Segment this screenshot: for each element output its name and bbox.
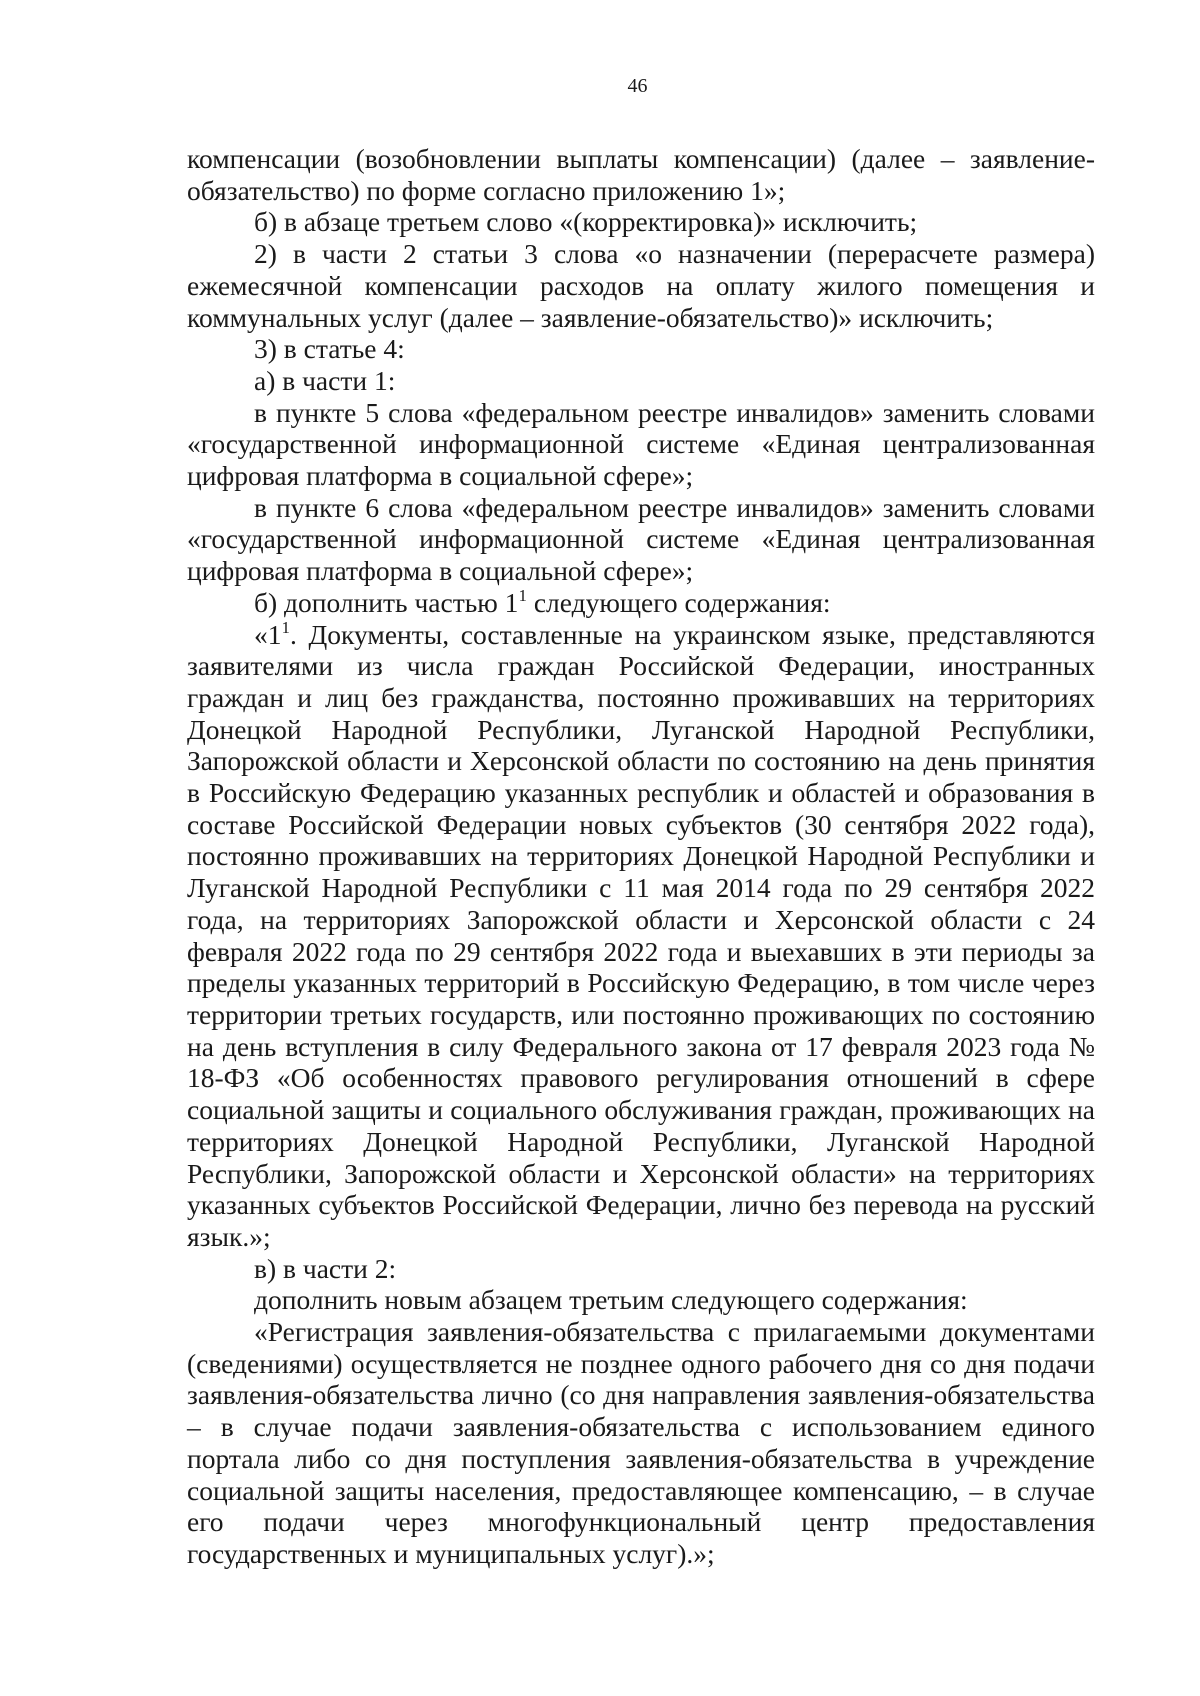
paragraph-item-b-text-end: следующего содержания: <box>526 586 831 618</box>
document-body <box>187 143 1095 1570</box>
paragraph-punkt-6: в пункте 6 слова «федеральном реестре инвалидов» заменить словами «государственной информационной системе «Единая централизованная цифровая платформа в социальной сфере»; <box>187 491 1095 587</box>
superscript: 1 <box>281 617 290 637</box>
paragraph-registration: «Регистрация заявления-обязательства с прилагаемыми документами (сведениями) осуществляется не позднее одного рабочего дня со дня подачи заявления-обязательства лично (со дня направления заявления-обязательства – в случае подачи заявления-обязательства с использованием единого портала либо со дня поступления заявления-обязательства в учреждение социальной защиты населения, предоставляющее компенсацию, – в случае его подачи через многофункциональный центр предоставления государственных и муниципальных услуг).»; <box>187 1316 1095 1569</box>
paragraph-part-1-1-text: . Документы, составленные на украинском языке, представляются заявителями из числа граждан Российской Федерации, иностранных граждан и лиц без гражданства, постоянно проживавших на территориях Донецкой Народной Республики, Луганской Народной Республики, Запорожской области и Херсонской области по состоянию на день принятия в Российскую Федерацию указанных республик и областей и образования в составе Российской Федерации новых субъектов (30 сентября 2022 года), постоянно проживавших на территориях Донецкой Народной Республики и Луганской Народной Республики с 11 мая 2014 года по 29 сентября 2022 года, на территориях Запорожской области и Херсонской области с 24 февраля 2022 года по 29 сентября 2022 года и выехавших в эти периоды за пределы указанных территорий в Российскую Федерацию, в том числе через территории третьих государств, или постоянно проживающих по состоянию на день вступления в силу Федерального закона от 17 февраля 2023 года № 18-ФЗ «Об особенностях правового регулирования отношений в сфере социальной защиты и социального обслуживания граждан, проживающих на территориях Донецкой Народной Республики, Луганской Народной Республики, Запорожской области и Херсонской области» на территориях указанных субъектов Российской Федерации, лично без перевода на русский язык.»; <box>187 618 1095 1252</box>
paragraph-item-3: 3) в статье 4: <box>254 333 405 365</box>
superscript: 1 <box>518 585 527 605</box>
paragraph-item-v: в) в части 2: <box>254 1252 397 1284</box>
paragraph-punkt-5: в пункте 5 слова «федеральном реестре инвалидов» заменить словами «государственной информационной системе «Единая централизованная цифровая платформа в социальной сфере»; <box>187 396 1095 492</box>
paragraph-part-1-1-start: «1 <box>254 618 282 650</box>
paragraph-item-b-text: б) дополнить частью 1 <box>254 586 519 618</box>
paragraph-item-b <box>187 587 1095 619</box>
paragraph-continuation: компенсации (возобновлении выплаты компенсации) (далее – заявление-обязательство) по форме согласно приложению 1»; <box>187 143 1095 206</box>
paragraph-item-a: а) в части 1: <box>254 364 396 396</box>
paragraph-part-1-1 <box>187 619 1095 1253</box>
page-number: 46 <box>627 75 648 97</box>
paragraph-b-abzac: б) в абзаце третьем слово «(корректировка)» исключить; <box>254 206 918 238</box>
paragraph-add-abzac: дополнить новым абзацем третьим следующего содержания: <box>254 1284 968 1316</box>
paragraph-item-2: 2) в части 2 статьи 3 слова «о назначении (перерасчете размера) ежемесячной компенсации расходов на оплату жилого помещения и коммунальных услуг (далее – заявление-обязательство)» исключить; <box>187 238 1095 333</box>
